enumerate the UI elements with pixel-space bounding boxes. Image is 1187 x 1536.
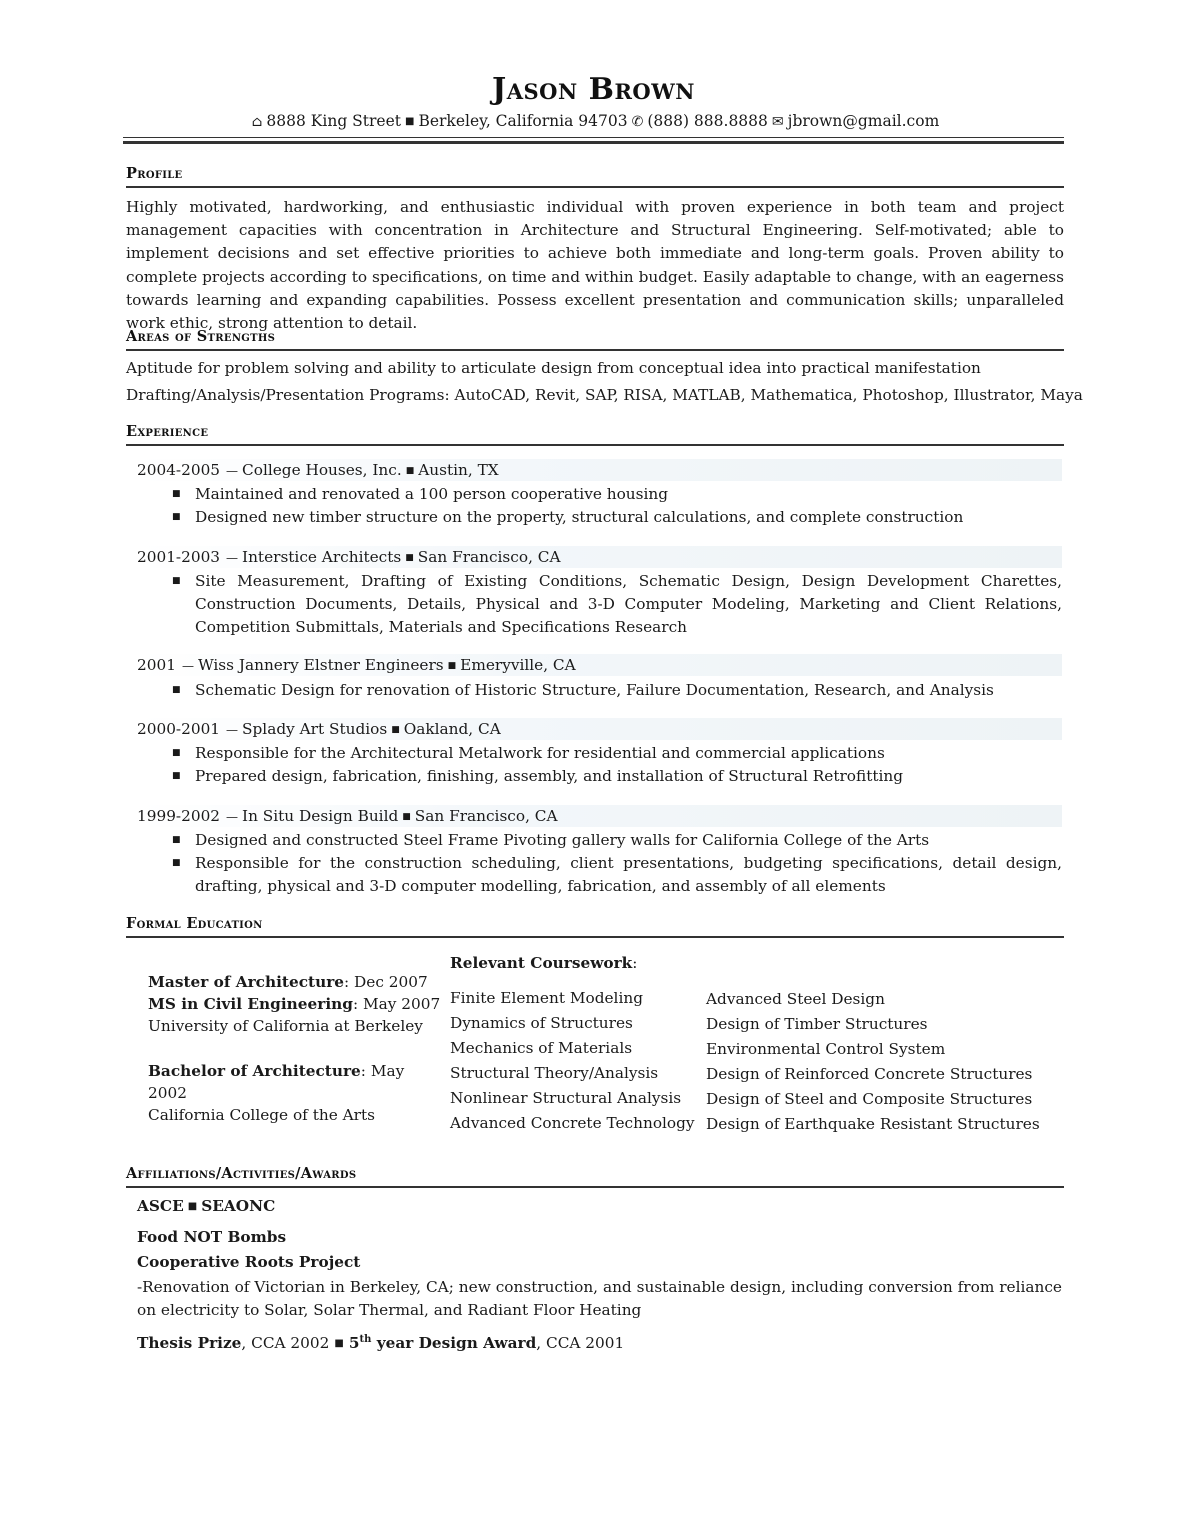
email-address[interactable]: jbrown@gmail.com <box>787 112 940 130</box>
affiliation-item: Food NOT Bombs <box>137 1228 287 1246</box>
course-item: Advanced Steel Design <box>706 990 885 1008</box>
dash-separator: — <box>226 551 239 565</box>
separator-square: ■ <box>447 661 457 671</box>
job-bullet: ■ Responsible for the construction scheduling, client presentations, budgeting specifications, detail design, drafting, physical and 3-D computer modelling, fabrication, and assembly of all elements <box>172 854 1062 896</box>
job-header <box>137 546 1062 568</box>
dash-separator: — <box>226 810 239 824</box>
degrees-block <box>148 971 448 1126</box>
course-item: Dynamics of Structures <box>450 1014 633 1032</box>
dash-separator: — <box>226 723 239 737</box>
strength-line: Aptitude for problem solving and ability to articulate design from conceptual idea into practical manifestation <box>126 359 981 377</box>
affiliation-item: Cooperative Roots Project <box>137 1253 361 1271</box>
degree-line: Bachelor of Architecture: May 2002 <box>148 1062 405 1102</box>
home-icon: ⌂ <box>251 114 263 130</box>
dash-separator: — <box>226 464 239 478</box>
street-address: 8888 King Street <box>266 112 401 130</box>
course-item: Design of Earthquake Resistant Structures <box>706 1115 1040 1133</box>
job-location: Oakland, CA <box>403 720 501 738</box>
separator-square: ■ <box>402 812 411 822</box>
job-company: Wiss Jannery Elstner Engineers <box>197 656 444 674</box>
job-header <box>137 654 1062 676</box>
envelope-icon: ✉ <box>771 114 784 130</box>
city-address: Berkeley, California 94703 <box>418 112 628 130</box>
course-item: Mechanics of Materials <box>450 1039 633 1057</box>
job-entry <box>137 718 1062 788</box>
affiliations-section <box>126 1165 1064 1188</box>
separator-square: ■ <box>405 553 414 563</box>
course-item: Advanced Concrete Technology <box>450 1114 695 1132</box>
coursework-column-1 <box>450 986 695 1136</box>
candidate-name: Jason Brown <box>492 72 695 107</box>
job-bullet: ■ Designed and constructed Steel Frame Pivoting gallery walls for California College of the Arts <box>172 831 930 849</box>
phone-number: (888) 888.8888 <box>647 112 768 130</box>
separator-square: ■ <box>391 725 400 735</box>
course-item: Design of Steel and Composite Structures <box>706 1090 1033 1108</box>
degree-line: Master of Architecture: Dec 2007 <box>148 973 428 991</box>
job-location: San Francisco, CA <box>414 807 558 825</box>
job-entry <box>137 805 1062 899</box>
job-years: 2000-2001 <box>137 720 221 738</box>
course-item: Environmental Control System <box>706 1040 946 1058</box>
section-title-affiliations: Affiliations/Activities/Awards <box>126 1165 1064 1188</box>
coursework-heading: Relevant Coursework: <box>450 954 638 972</box>
header-rule-thin <box>123 137 1064 138</box>
job-years: 1999-2002 <box>137 807 221 825</box>
profile-text: Highly motivated, hardworking, and enthusiastic individual with proven experience in both team and project management capacities with concentration in Architecture and Structural Engineering. Self-motivated; able to implement decisions and set effective priorities to achieve both immediate and long-term goals. Proven ability to complete projects according to specifications, on time and within budget. Easily adaptable to change, with an eagerness towards learning and expanding capabilities. Possess excellent presentation and communication skills; unparalleled work ethic, strong attention to detail. <box>126 198 1064 333</box>
separator-square: ■ <box>405 466 415 476</box>
phone-icon: ✆ <box>631 114 644 130</box>
course-item: Design of Timber Structures <box>706 1015 928 1033</box>
job-entry <box>137 459 1062 529</box>
job-entry <box>137 654 1062 702</box>
job-years: 2001 <box>137 656 176 674</box>
section-title-education: Formal Education <box>126 915 1064 938</box>
school-name: California College of the Arts <box>148 1106 375 1124</box>
job-location: Emeryville, CA <box>460 656 576 674</box>
job-location: San Francisco, CA <box>417 548 561 566</box>
experience-section <box>126 423 1064 446</box>
job-entry <box>137 546 1062 640</box>
job-bullet: ■ Responsible for the Architectural Metalwork for residential and commercial applications <box>172 744 885 762</box>
degree-line: MS in Civil Engineering: May 2007 <box>148 995 441 1013</box>
job-years: 2001-2003 <box>137 548 221 566</box>
job-header <box>137 459 1062 481</box>
job-bullet: ■ Designed new timber structure on the property, structural calculations, and complete construction <box>172 508 964 527</box>
affiliation-orgs: ASCE ■ SEAONC <box>137 1197 276 1215</box>
affiliation-description: -Renovation of Victorian in Berkeley, CA; new construction, and sustainable design, including conversion from reliance on electricity to Solar, Solar Thermal, and Radiant Floor Heating <box>137 1278 1062 1320</box>
strength-line: Drafting/Analysis/Presentation Programs: AutoCAD, Revit, SAP, RISA, MATLAB, Mathematica, Photoshop, Illustrator, Maya <box>126 386 1083 404</box>
job-company: Interstice Architects <box>242 548 402 566</box>
header-rule-thick <box>123 141 1064 144</box>
job-header <box>137 805 1062 827</box>
job-bullet: ■ Site Measurement, Drafting of Existing Conditions, Schematic Design, Design Development Charettes, Construction Documents, Details, Physical and 3-D Computer Modeling, Marketing and Client Relations, Competition Submittals, Materials and Specifications Research <box>172 572 1062 637</box>
course-item: Structural Theory/Analysis <box>450 1064 659 1082</box>
job-bullet: ■ Prepared design, fabrication, finishing, assembly, and installation of Structural Retrofitting <box>172 767 904 786</box>
coursework-column-2 <box>706 987 1040 1137</box>
awards-line: Thesis Prize, CCA 2002 ■ 5th year Design Award, CCA 2001 <box>137 1334 625 1353</box>
profile-section <box>126 165 1064 335</box>
job-company: College Houses, Inc. <box>242 461 402 479</box>
job-header <box>137 718 1062 740</box>
job-company: Splady Art Studios <box>242 720 388 738</box>
separator-square: ■ <box>405 116 415 127</box>
course-item: Finite Element Modeling <box>450 989 643 1007</box>
job-bullet: ■ Maintained and renovated a 100 person cooperative housing <box>172 485 669 503</box>
section-title-profile: Profile <box>126 165 1064 188</box>
section-title-experience: Experience <box>126 423 1064 446</box>
course-item: Nonlinear Structural Analysis <box>450 1089 682 1107</box>
section-title-strengths: Areas of Strengths <box>126 328 1064 351</box>
course-item: Design of Reinforced Concrete Structures <box>706 1065 1033 1083</box>
education-section <box>126 915 1064 938</box>
contact-line <box>0 112 1187 130</box>
job-years: 2004-2005 <box>137 461 221 479</box>
job-company: In Situ Design Build <box>242 807 399 825</box>
school-name: University of California at Berkeley <box>148 1017 423 1035</box>
job-bullet: ■ Schematic Design for renovation of Historic Structure, Failure Documentation, Research, and Analysis <box>172 681 994 699</box>
dash-separator: — <box>181 659 194 673</box>
job-location: Austin, TX <box>418 461 499 479</box>
strengths-section <box>126 328 1083 409</box>
